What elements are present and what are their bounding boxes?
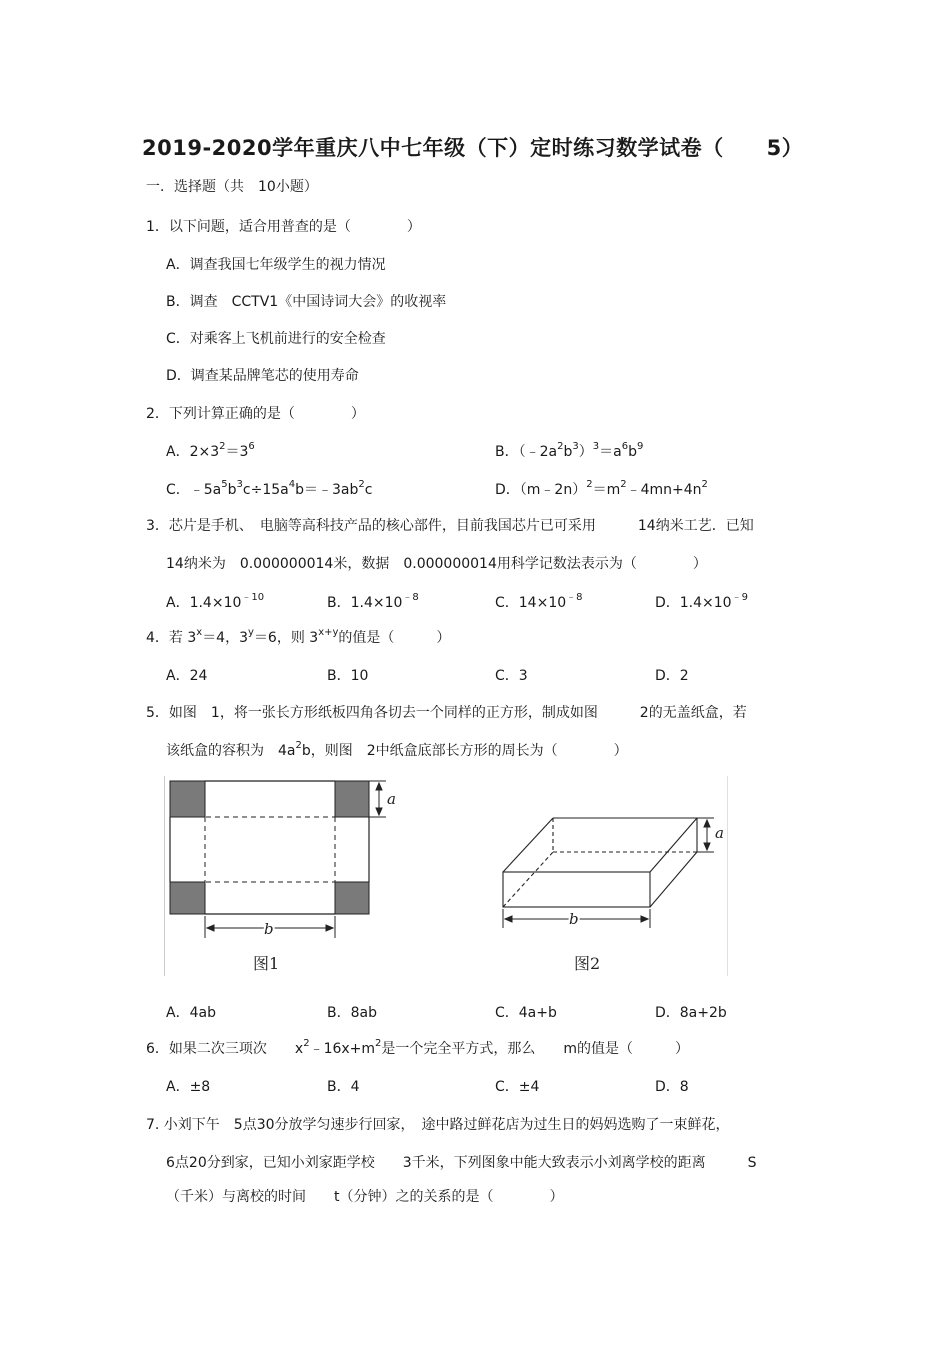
question-3-line-2: 14纳米为 0.000000014米，数据 0.000000014用科学记数法表示为（ ） <box>166 556 707 572</box>
corner-square-top-right <box>335 781 369 817</box>
q2-option-a: A．$2\times 3^2=3^6$ <box>166 441 255 460</box>
label-b-fig1: b <box>264 920 274 938</box>
q6-option-a: A．±8 <box>166 1079 211 1095</box>
dimension-a-fig2 <box>697 818 714 852</box>
caption-figure-2: 图2 <box>574 954 601 973</box>
label-a-fig2: a <box>715 824 724 842</box>
q1-option-d: D．调查某品牌笔芯的使用寿命 <box>166 368 359 384</box>
q2-option-b: B．$(﹣2a^2b^3)^3=a^6b^9$ <box>495 441 644 460</box>
question-7-line-3: （千米）与离校的时间 t（分钟）之的关系的是（ ） <box>166 1189 564 1205</box>
label-a-fig1: a <box>387 790 396 808</box>
q6-option-d: D．8 <box>655 1079 689 1095</box>
dimension-a-fig1 <box>369 781 386 817</box>
q1-option-c: C．对乘客上飞机前进行的安全检查 <box>166 331 386 347</box>
question-7-line-1: 7. 小刘下午 5点30分放学匀速步行回家， 途中路过鲜花店为过生日的妈妈选购了一束鲜花， <box>146 1117 730 1133</box>
q6-option-c: C．±4 <box>495 1079 540 1095</box>
question-5-line-1: 5．如图 1，将一张长方形纸板四角各切去一个同样的正方形，制成如图 2的无盖纸盒，若 <box>146 705 747 721</box>
q1-option-b: B．调查 CCTV1《中国诗词大会》的收视率 <box>166 294 447 310</box>
question-5-line-2: 该纸盒的容积为 $4a^2b$，则图 2中纸盒底部长方形的周长为（ ） <box>166 740 628 759</box>
figure-q5 <box>164 776 728 976</box>
q2-option-d: D．$(m﹣2n)^2=m^2﹣4mn+4n^2$ <box>495 479 708 498</box>
corner-square-bottom-right <box>335 882 369 914</box>
section-heading: 一．选择题（共 10小题） <box>146 179 318 195</box>
question-2-stem: 2．下列计算正确的是（ ） <box>146 406 365 422</box>
corner-square-top-left <box>170 781 205 817</box>
q4-option-c: C．3 <box>495 668 528 684</box>
corner-square-bottom-left <box>170 882 205 914</box>
q1-option-a: A．调查我国七年级学生的视力情况 <box>166 257 386 273</box>
figure-2-box <box>503 818 697 907</box>
question-3-line-1: 3．芯片是手机、 电脑等高科技产品的核心部件，目前我国芯片已可采用 14纳米工艺．已知 <box>146 518 754 534</box>
label-b-fig2: b <box>569 910 579 928</box>
question-1-stem: 1．以下问题，适合用普查的是（ ） <box>146 219 421 235</box>
q3-option-d: D．$1.4\times 10^{﹣9}$ <box>655 592 748 611</box>
q3-option-c: C．$14\times 10^{﹣8}$ <box>495 592 583 611</box>
q4-option-b: B．10 <box>327 668 369 684</box>
q2-option-c: C．$﹣5a^5b^3c\div 15a^4b=﹣3ab^2c$ <box>166 479 373 498</box>
q5-option-a: A．4ab <box>166 1005 216 1021</box>
question-7-line-2: 6点20分到家，已知小刘家距学校 3千米，下列图象中能大致表示小刘离学校的距离 S <box>166 1155 757 1171</box>
q4-option-d: D．2 <box>655 668 689 684</box>
q5-option-d: D．8a+2b <box>655 1005 727 1021</box>
q6-option-b: B．4 <box>327 1079 360 1095</box>
q5-option-b: B．8ab <box>327 1005 377 1021</box>
q3-option-a: A．$1.4\times 10^{﹣10}$ <box>166 592 265 611</box>
q4-option-a: A．24 <box>166 668 208 684</box>
question-4-stem: 4．若 $3^x=4$，$3^y=6$，则 $3^{x+y}$的值是（ ） <box>146 627 451 646</box>
q5-option-c: C．4a+b <box>495 1005 557 1021</box>
question-6-stem: 6．如果二次三项次 $x^2﹣16x+m^2$是一个完全平方式，那么 m的值是（ ） <box>146 1038 690 1057</box>
q3-option-b: B．$1.4\times 10^{﹣8}$ <box>327 592 419 611</box>
page-title: 2019-2020学年重庆八中七年级（下）定时练习数学试卷（ 5） <box>142 136 804 160</box>
caption-figure-1: 图1 <box>253 954 280 973</box>
